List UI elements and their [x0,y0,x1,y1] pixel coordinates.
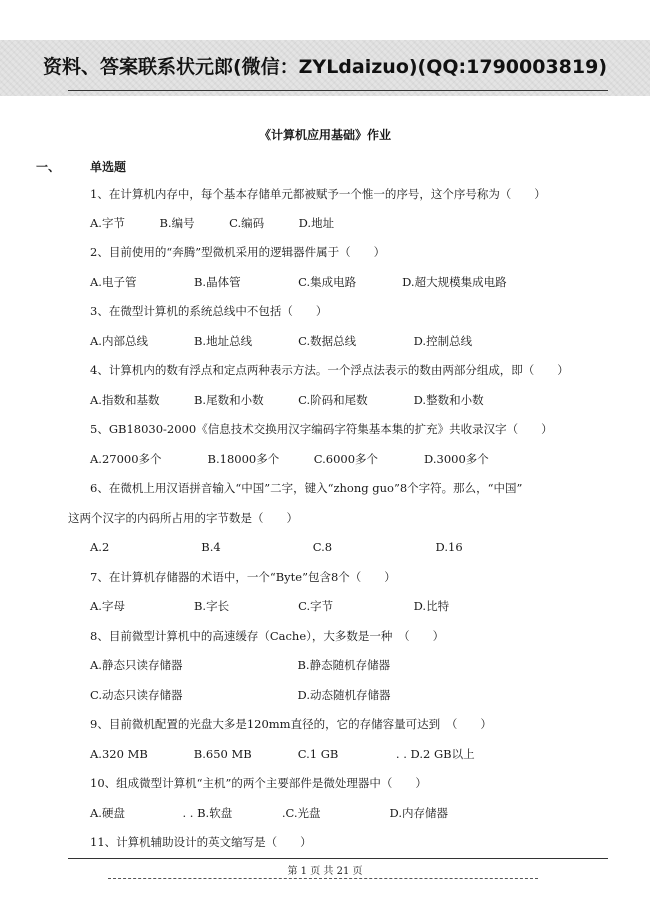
header-rule [68,90,608,91]
question-1: 1、在计算机内存中，每个基本存储单元都被赋予一个惟一的序号，这个序号称为（ ） [90,187,546,201]
footer-dashed-line [108,878,538,879]
options-4: A.指数和基数 B.尾数和小数 C.阶码和尾数 D.整数和小数 [90,393,484,407]
options-10: A.硬盘 . . B.软盘 .C.光盘 D.内存储器 [90,806,449,820]
question-6: 6、在微机上用汉语拼音输入“中国”二字，键入“zhong guo”8个字符。那么，“中国” [90,481,523,495]
question-10: 10、组成微型计算机“主机”的两个主要部件是微处理器中（ ） [90,776,427,790]
question-6-continued: 这两个汉字的内码所占用的字节数是（ ） [68,511,298,525]
options-5: A.27000多个 B.18000多个 C.6000多个 D.3000多个 [90,452,489,466]
section-title: 单选题 [90,160,127,174]
question-9: 9、目前微机配置的光盘大多是120mm直径的，它的存储容量可达到 （ ） [90,717,492,731]
question-11: 11、计算机辅助设计的英文缩写是（ ） [90,835,312,849]
options-6: A.2 B.4 C.8 D.16 [90,540,463,554]
question-2: 2、目前使用的“奔腾”型微机采用的逻辑器件属于（ ） [90,245,386,259]
banner-contact-text: 资料、答案联系状元郎(微信：ZYLdaizuo)(QQ:1790003819) [42,56,608,78]
options-8-row-2: C.动态只读存储器 D.动态随机存储器 [90,688,391,702]
options-1: A.字节 B.编号 C.编码 D.地址 [90,216,335,230]
section-number: 一、 [36,160,61,174]
options-3: A.内部总线 B.地址总线 C.数据总线 D.控制总线 [90,334,473,348]
footer-rule [68,858,608,859]
options-9: A.320 MB B.650 MB C.1 GB . . D.2 GB以上 [90,747,475,761]
question-7: 7、在计算机存储器的术语中，一个“Byte”包含8个（ ） [90,570,396,584]
document-title: 《计算机应用基础》作业 [258,128,391,142]
question-4: 4、计算机内的数有浮点和定点两种表示方法。一个浮点法表示的数由两部分组成，即（ ） [90,363,569,377]
question-8: 8、目前微型计算机中的高速缓存（Cache），大多数是一种 （ ） [90,629,445,643]
question-5: 5、GB18030-2000《信息技术交换用汉字编码字符集基本集的扩充》共收录汉字（ ） [90,422,553,436]
options-8-row-1: A.静态只读存储器 B.静态随机存储器 [90,658,391,672]
page-number: 第 1 页 共 21 页 [287,866,363,877]
options-7: A.字母 B.字长 C.字节 D.比特 [90,599,450,613]
question-3: 3、在微型计算机的系统总线中不包括（ ） [90,304,328,318]
options-2: A.电子管 B.晶体管 C.集成电路 D.超大规模集成电路 [90,275,507,289]
